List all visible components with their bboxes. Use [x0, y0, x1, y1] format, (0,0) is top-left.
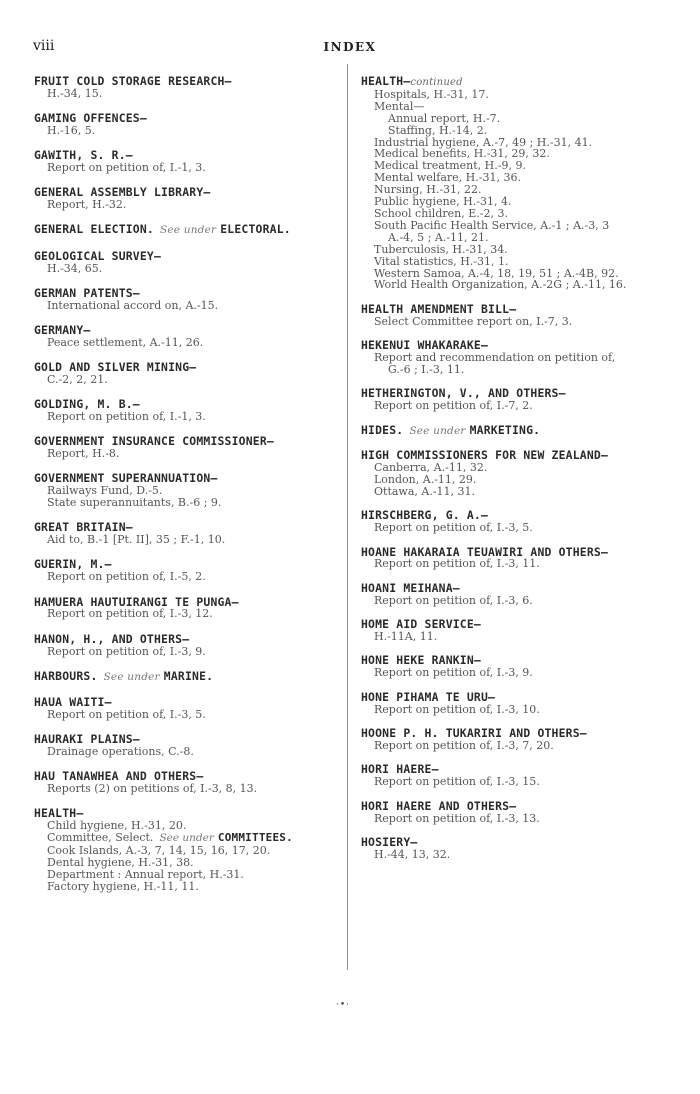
index-entry	[34, 399, 338, 423]
index-entry	[34, 668, 338, 684]
index-entry	[361, 689, 667, 716]
entry-heading-text: HORI HAERE—	[361, 762, 439, 777]
entry-subitem: H.-34, 65.	[47, 261, 103, 275]
page-title: INDEX	[323, 40, 377, 54]
entry-subitem: Factory hygiene, H.-11, 11.	[47, 879, 199, 893]
entry-subitem: Peace settlement, A.-11, 26.	[47, 335, 204, 349]
index-entry	[34, 322, 338, 349]
entry-subitem: World Health Organization, A.-2G ; A.-11, 16.	[374, 278, 627, 292]
index-entry	[34, 359, 338, 386]
entry-subitem: C.-2, 2, 21.	[47, 372, 108, 386]
entry-subitem: State superannuitants, B.-6 ; 9.	[47, 496, 222, 510]
entry-heading-text: HOSIERY—	[361, 835, 418, 849]
entry-heading	[34, 631, 338, 646]
entry-subitem: Report on petition of, I.-1, 3.	[47, 161, 206, 175]
entry-heading-text: HORI HAERE AND OTHERS—	[361, 798, 517, 813]
entry-heading-text: HAMUERA HAUTUIRANGI TE PUNGA—	[34, 594, 239, 609]
entry-subitem: Report on petition of, I.-3, 5.	[47, 707, 206, 721]
entry-subitem: Report on petition of, I.-3, 9.	[47, 644, 206, 658]
index-entry	[361, 798, 667, 825]
entry-subitem: Child hygiene, H.-31, 20.	[47, 819, 187, 833]
entry-heading	[34, 322, 338, 337]
entry-heading-text: HOONE P. H. TUKARIRI AND OTHERS—	[361, 726, 587, 741]
entry-heading-text: GAWITH, S. R.—	[34, 148, 133, 163]
see-reference: See under	[103, 670, 160, 683]
entry-heading	[361, 422, 667, 438]
index-entry	[34, 771, 338, 795]
entry-heading-text: GOVERNMENT INSURANCE COMMISSIONER—	[34, 434, 274, 449]
index-entry	[34, 113, 338, 137]
index-entry	[361, 580, 667, 607]
entry-subitem: Public hygiene, H.-31, 4.	[374, 195, 512, 209]
entry-heading-text: HAU TANAWHEA AND OTHERS—	[34, 769, 204, 784]
index-entry	[34, 150, 338, 174]
index-entry	[361, 544, 667, 571]
index-entry	[34, 187, 338, 211]
index-entry	[34, 248, 338, 275]
index-column-left	[34, 76, 338, 906]
entry-heading-text: GENERAL ASSEMBLY LIBRARY—	[34, 185, 211, 200]
entry-subitem: H.-11A, 11.	[374, 630, 438, 644]
index-entry	[361, 837, 667, 861]
index-entry	[34, 559, 338, 583]
entry-heading-text: GENERAL ELECTION.	[34, 222, 154, 237]
entry-heading	[361, 798, 667, 813]
index-entry	[361, 450, 667, 498]
entry-heading-text: GUERIN, M.—	[34, 557, 112, 572]
index-entry	[34, 631, 338, 658]
entry-subitem: Medical treatment, H.-9, 9.	[374, 159, 526, 173]
see-target: COMMITTEES.	[217, 831, 293, 845]
entry-heading-text: HIDES.	[361, 422, 404, 437]
entry-subitem: Report, H.-8.	[47, 447, 120, 461]
entry-heading-text: HEALTH—	[361, 74, 411, 88]
entry-heading-text: GERMAN PATENTS—	[34, 285, 140, 300]
entry-subitem: H.-16, 5.	[47, 124, 96, 138]
see-target: ELECTORAL.	[220, 222, 291, 237]
entry-subitem: Nursing, H.-31, 22.	[374, 183, 482, 197]
entry-heading	[34, 224, 338, 237]
entry-subitem: Report, H.-32.	[47, 198, 127, 212]
entry-subitem: Report on petition of, I.-3, 12.	[47, 607, 213, 621]
entry-subitem: Report on petition of, I.-3, 13.	[374, 811, 540, 825]
entry-heading	[34, 668, 338, 684]
entry-heading-text: HOME AID SERVICE—	[361, 617, 481, 632]
index-entry	[361, 301, 667, 328]
entry-heading-text: GOLDING, M. B.—	[34, 397, 140, 412]
entry-subitem	[361, 232, 667, 244]
entry-heading-text: HARBOURS.	[34, 668, 98, 683]
entry-subitem-text: Staffing, H.-14, 2.	[388, 123, 488, 137]
index-entry	[34, 522, 338, 546]
index-column-right	[361, 76, 667, 873]
entry-heading	[34, 248, 338, 263]
entry-subitem: Mental welfare, H.-31, 36.	[374, 171, 521, 185]
entry-subitem: Cook Islands, A.-3, 7, 14, 15, 16, 17, 20.	[47, 844, 271, 857]
entry-heading-text: GERMANY—	[34, 322, 91, 337]
entry-heading	[34, 285, 338, 300]
entry-heading-text: HIGH COMMISSIONERS FOR NEW ZEALAND—	[361, 448, 609, 463]
entry-heading-text: GREAT BRITAIN—	[34, 520, 133, 535]
entry-subitem: Aid to, B.-1 [Pt. II], 35 ; F.-1, 10.	[47, 533, 226, 547]
index-entry	[34, 473, 338, 509]
entry-heading-text: FRUIT COLD STORAGE RESEARCH—	[34, 74, 232, 88]
entry-subitem: Report on petition of, I.-3, 15.	[374, 775, 540, 789]
index-entry	[34, 76, 338, 100]
entry-subitem-text: Annual report, H.-7.	[388, 111, 501, 125]
index-entry	[361, 388, 667, 412]
entry-heading	[361, 76, 667, 89]
entry-subitem: Report on petition of, I.-3, 6.	[374, 593, 533, 607]
entry-subitem: Drainage operations, C.-8.	[47, 744, 194, 758]
entry-subitem: Department : Annual report, H.-31.	[47, 867, 244, 881]
entry-heading-text: HEALTH—	[34, 806, 84, 821]
entry-subitem: Dental hygiene, H.-31, 38.	[47, 855, 194, 869]
entry-subitem-text: Committee, Select.	[47, 831, 154, 845]
index-entry	[361, 340, 667, 376]
entry-subitem: Report on petition of, I.-3, 9.	[374, 666, 533, 680]
see-target: MARKETING.	[469, 422, 541, 437]
entry-heading-text: GAMING OFFENCES—	[34, 111, 147, 126]
entry-heading-text: HOANI MEIHANA—	[361, 580, 460, 595]
see-reference: See under	[409, 424, 466, 437]
entry-subitem-text: G.-6 ; I.-3, 11.	[388, 362, 465, 376]
index-entry	[34, 694, 338, 721]
entry-heading	[361, 580, 667, 595]
entry-subitem: Select Committee report on, I.-7, 3.	[374, 314, 573, 328]
see-reference: See under	[159, 224, 217, 237]
footer-ornament: ·•·	[336, 1000, 351, 1010]
entry-heading	[361, 301, 667, 316]
index-entry	[34, 594, 338, 621]
entry-subitem: Industrial hygiene, A.-7, 49 ; H.-31, 41.	[374, 135, 593, 149]
entry-heading-text: GEOLOGICAL SURVEY—	[34, 248, 162, 263]
index-entry	[34, 734, 338, 758]
entry-subitem: H.-34, 15.	[47, 86, 103, 100]
entry-subitem: International accord on, A.-15.	[47, 298, 219, 312]
entry-heading-text: HONE PIHAMA TE URU—	[361, 689, 496, 704]
index-entry	[361, 422, 667, 438]
entry-subitem: Report on petition of, I.-3, 11.	[374, 557, 540, 571]
index-entry	[34, 285, 338, 312]
entry-subitem: Vital statistics, H.-31, 1.	[374, 254, 509, 268]
see-reference: See under	[159, 832, 214, 845]
entry-heading-text: HAUA WAITI—	[34, 694, 112, 709]
entry-heading	[361, 689, 667, 704]
entry-subitem: London, A.-11, 29.	[374, 472, 477, 486]
entry-subitem: South Pacific Health Service, A.-1 ; A.-3, 3	[374, 218, 610, 232]
entry-heading-text: HOANE HAKARAIA TEUAWIRI AND OTHERS—	[361, 544, 609, 559]
index-entry	[34, 808, 338, 892]
entry-subitem: Medical benefits, H.-31, 29, 32.	[374, 147, 550, 161]
entry-subitem: Railways Fund, D.-5.	[47, 484, 163, 498]
page-number: viii	[33, 38, 55, 54]
entry-subitem: Mental—	[374, 99, 425, 113]
index-entry	[34, 436, 338, 460]
entry-subitem: Report on petition of, I.-3, 7, 20.	[374, 738, 554, 752]
entry-heading-text: HIRSCHBERG, G. A.—	[361, 508, 489, 523]
index-entry	[361, 655, 667, 679]
entry-subitem: Report on petition of, I.-1, 3.	[47, 409, 206, 423]
entry-heading-text: HONE HEKE RANKIN—	[361, 653, 481, 668]
entry-heading-text: HEKENUI WHAKARAKE—	[361, 338, 489, 353]
entry-subitem: Report and recommendation on petition of,	[374, 351, 616, 365]
index-entry	[361, 619, 667, 643]
entry-heading-text: HETHERINGTON, V., AND OTHERS—	[361, 386, 566, 401]
entry-subitem	[361, 125, 667, 137]
see-target: MARINE.	[163, 668, 214, 683]
index-entry	[34, 224, 338, 237]
entry-subitem: School children, E.-2, 3.	[374, 206, 508, 220]
entry-heading-text: HAURAKI PLAINS—	[34, 732, 140, 747]
column-divider	[347, 64, 348, 970]
index-entry	[361, 764, 667, 788]
entry-heading-text: GOLD AND SILVER MINING—	[34, 359, 197, 374]
entry-subitem: H.-44, 13, 32.	[374, 847, 451, 861]
index-entry	[361, 728, 667, 752]
entry-subitem-text: A.-4, 5 ; A.-11, 21.	[388, 230, 489, 244]
entry-subitem: Tuberculosis, H.-31, 34.	[374, 242, 508, 256]
entry-subitem: Reports (2) on petitions of, I.-3, 8, 13.	[47, 782, 258, 796]
entry-subitem: Report on petition of, I.-5, 2.	[47, 570, 206, 584]
entry-heading-text: HANON, H., AND OTHERS—	[34, 631, 190, 646]
index-entry	[361, 76, 667, 291]
entry-subitem	[361, 364, 667, 376]
entry-subitem: Report on petition of, I.-3, 10.	[374, 702, 540, 716]
entry-subitem: Canberra, A.-11, 32.	[374, 460, 488, 474]
entry-heading-text: HEALTH AMENDMENT BILL—	[361, 301, 517, 316]
entry-heading-text: GOVERNMENT SUPERANNUATION—	[34, 471, 218, 486]
index-entry	[361, 510, 667, 534]
entry-subitem: Report on petition of, I.-3, 5.	[374, 521, 533, 535]
entry-subitem: Hospitals, H.-31, 17.	[374, 87, 489, 101]
continued-label: continued	[410, 77, 463, 88]
entry-subitem: Report on petition of, I.-7, 2.	[374, 399, 533, 413]
entry-subitem: Ottawa, A.-11, 31.	[374, 484, 476, 498]
entry-subitem: Western Samoa, A.-4, 18, 19, 51 ; A.-4B, 92.	[374, 266, 619, 280]
